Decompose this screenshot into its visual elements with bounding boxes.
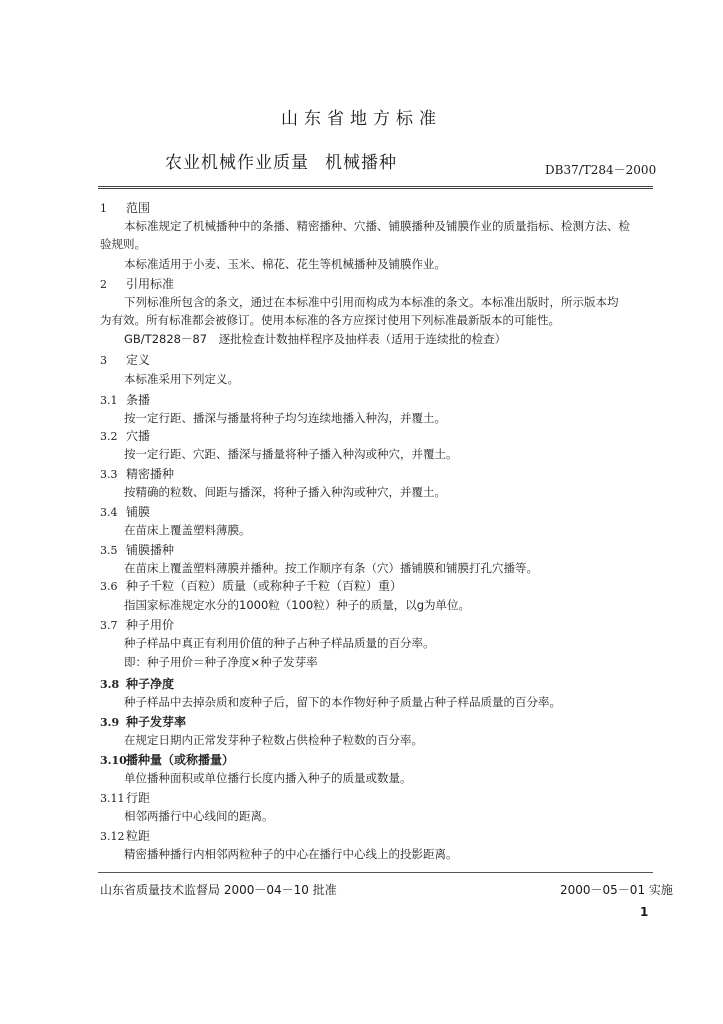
definition-3-11-text: 相邻两播行中心线间的距离。: [124, 809, 274, 823]
definition-3-11-heading: [100, 790, 150, 807]
implementation-date: 2000－05－01 实施: [560, 883, 673, 897]
title-part-1: 农业机械作业质量: [165, 153, 309, 173]
definition-3-4-text: 在苗床上覆盖塑料薄膜。: [124, 523, 251, 537]
definition-number: 3.1: [100, 394, 118, 407]
section-number: 1: [100, 202, 107, 215]
section-number: 2: [100, 278, 107, 291]
definition-term: 铺膜: [126, 505, 151, 519]
definition-3-4-heading: [100, 504, 150, 521]
definition-number: 3.6: [100, 580, 118, 593]
issuer-heading: 山东省地方标准: [281, 109, 442, 129]
section-1-para-1-line-2: 验规则。: [100, 237, 146, 251]
definition-term: 种子发芽率: [126, 715, 187, 729]
definition-3-1-heading: [100, 392, 150, 409]
definition-term: 种子千粒（百粒）质量（或称种子千粒（百粒）重）: [126, 579, 403, 593]
definition-term: 种子净度: [126, 677, 175, 691]
definition-3-6-text: 指国家标准规定水分的1000粒（100粒）种子的质量，以g为单位。: [124, 598, 471, 612]
section-1-para-1-line-1: 本标准规定了机械播种中的条播、精密播种、穴播、铺膜播种及铺膜作业的质量指标、检测方法、检: [124, 219, 630, 233]
definition-term: 行距: [126, 791, 151, 805]
header-rule: [98, 186, 653, 189]
definition-3-7-formula: 即：种子用价＝种子净度×种子发芽率: [124, 655, 318, 669]
definition-term: 铺膜播种: [126, 543, 175, 557]
title-part-2: 机械播种: [325, 153, 397, 173]
definition-3-8-text: 种子样品中去掉杂质和废种子后，留下的本作物好种子质量占种子样品质量的百分率。: [124, 695, 561, 709]
section-2-para-line-2: 为有效。所有标准都会被修订。使用本标准的各方应探讨使用下列标准最新版本的可能性。: [100, 313, 560, 327]
definition-3-12-text: 精密播种播行内相邻两粒种子的中心在播行中心线上的投影距离。: [124, 847, 458, 861]
approval-date: 山东省质量技术监督局 2000－04－10 批准: [100, 883, 337, 897]
section-number: 3: [100, 354, 107, 367]
definition-3-7-heading: [100, 617, 174, 634]
definition-number: 3.12: [100, 830, 125, 843]
definition-3-10-heading: [100, 752, 234, 769]
section-title: 引用标准: [126, 277, 175, 291]
section-2-para-line-1: 下列标准所包含的条文，通过在本标准中引用而构成为本标准的条文。本标准出版时，所示版本均: [124, 295, 619, 309]
standard-number: DB37/T284－2000: [545, 163, 657, 177]
page-number: 1: [640, 905, 649, 919]
definition-number: 3.8: [100, 678, 120, 691]
definition-3-2-heading: [100, 428, 150, 445]
definition-3-3-text: 按精确的粒数、间距与播深，将种子播入种沟或种穴，并覆土。: [124, 485, 446, 499]
section-3-intro: 本标准采用下列定义。: [124, 372, 239, 386]
definition-term: 条播: [126, 393, 151, 407]
definition-3-1-text: 按一定行距、播深与播量将种子均匀连续地播入种沟，并覆土。: [124, 411, 446, 425]
definition-3-9-text: 在规定日期内正常发芽种子粒数占供检种子粒数的百分率。: [124, 733, 423, 747]
definition-number: 3.2: [100, 430, 118, 443]
definition-number: 3.9: [100, 716, 120, 729]
definition-term: 精密播种: [126, 467, 175, 481]
document-title: [165, 148, 397, 173]
definition-number: 3.7: [100, 619, 118, 632]
definition-3-6-heading: [100, 578, 402, 595]
definition-term: 穴播: [126, 429, 151, 443]
section-1-heading: [100, 200, 150, 217]
definition-term: 种子用价: [126, 618, 175, 632]
section-title: 范围: [126, 201, 151, 215]
footer-rule: [98, 872, 653, 873]
definition-3-7-text: 种子样品中真正有利用价值的种子占种子样品质量的百分率。: [124, 636, 435, 650]
definition-number: 3.5: [100, 544, 118, 557]
definition-number: 3.11: [100, 792, 125, 805]
definition-3-5-text: 在苗床上覆盖塑料薄膜并播种。按工作顺序有条（穴）播铺膜和铺膜打孔穴播等。: [124, 561, 538, 575]
definition-3-3-heading: [100, 466, 174, 483]
definition-3-10-text: 单位播种面积或单位播行长度内播入种子的质量或数量。: [124, 771, 412, 785]
definition-3-12-heading: [100, 828, 150, 845]
referenced-standard: GB/T2828－87 逐批检查计数抽样程序及抽样表（适用于连续批的检查）: [124, 332, 507, 346]
section-2-heading: [100, 276, 174, 293]
definition-term: 粒距: [126, 829, 151, 843]
definition-term: 播种量（或称播量）: [126, 753, 235, 767]
definition-number: 3.10: [100, 754, 127, 767]
definition-number: 3.4: [100, 506, 118, 519]
section-title: 定义: [126, 353, 151, 367]
definition-3-8-heading: [100, 676, 174, 693]
definition-number: 3.3: [100, 468, 118, 481]
section-3-heading: [100, 352, 150, 369]
definition-3-9-heading: [100, 714, 186, 731]
section-1-para-2: 本标准适用于小麦、玉米、棉花、花生等机械播种及铺膜作业。: [124, 257, 446, 271]
definition-3-2-text: 按一定行距、穴距、播深与播量将种子播入种沟或种穴，并覆土。: [124, 447, 458, 461]
definition-3-5-heading: [100, 542, 174, 559]
